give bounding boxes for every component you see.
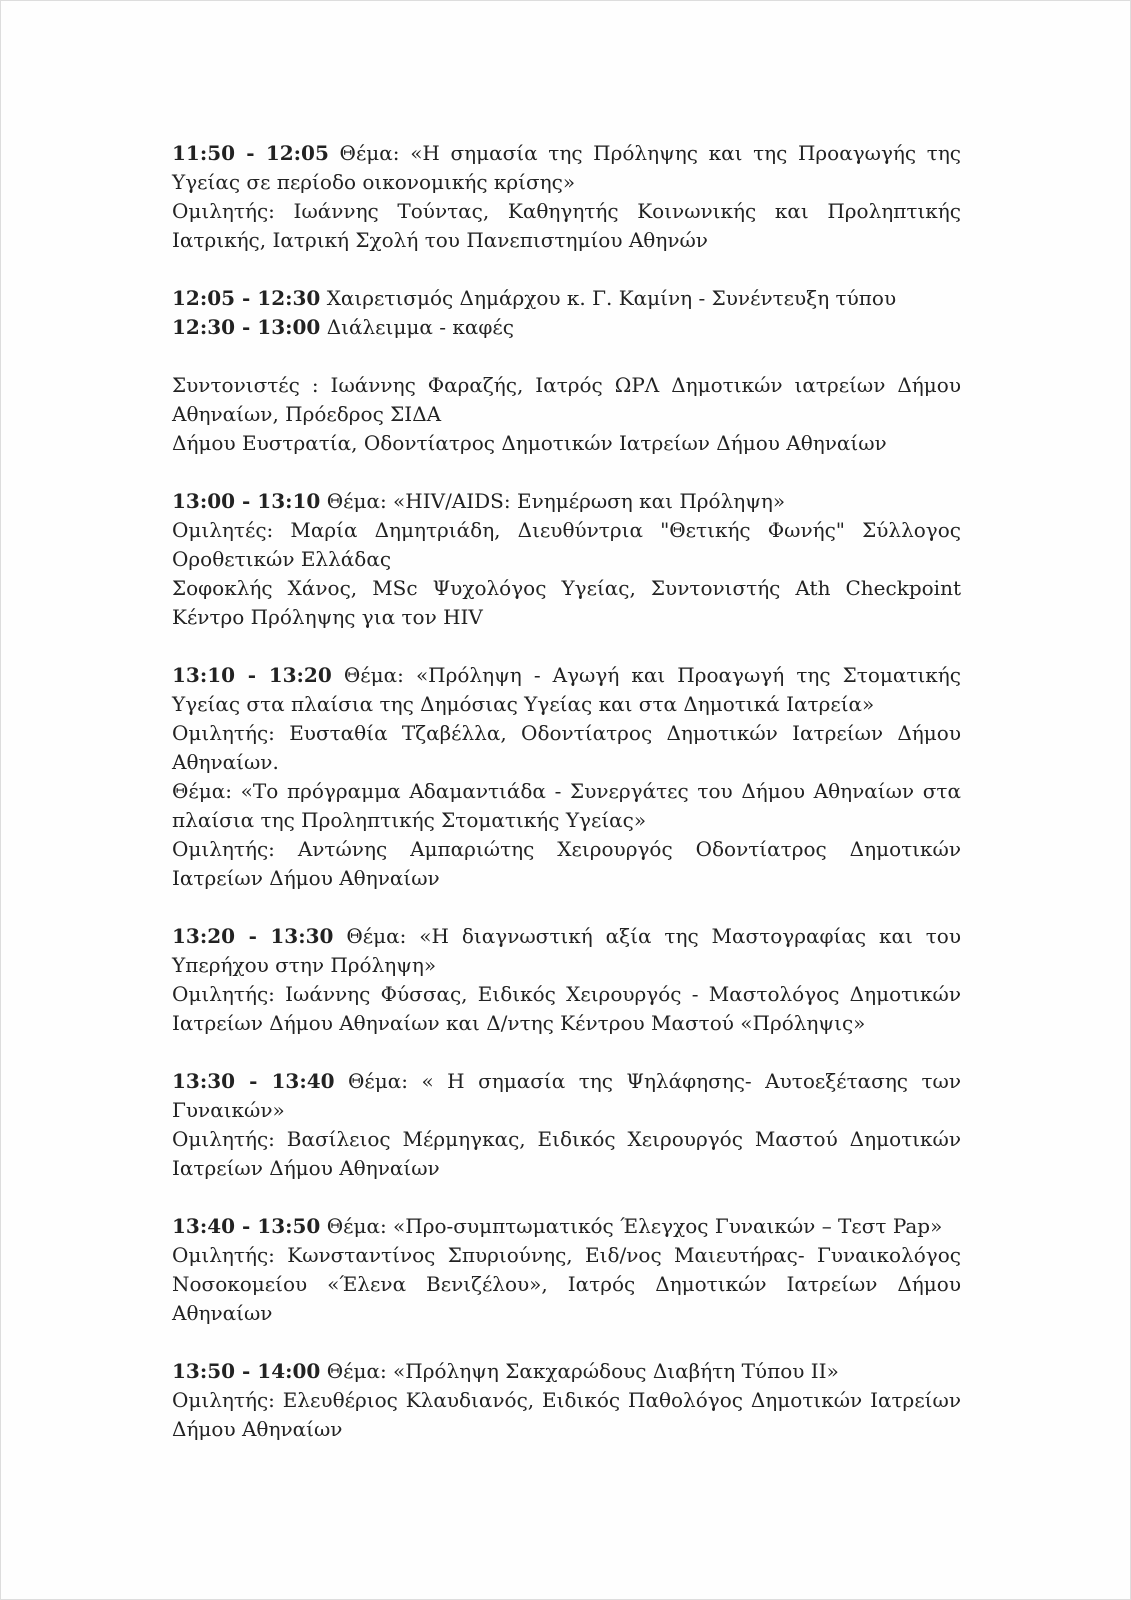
session-speaker: Ομιλητής: Ιωάννης Φύσσας, Ειδικός Χειρουργός - Μαστολόγος Δημοτικών Ιατρείων Δήμου Αθηναίων και Δ/ντης Κέντρου Μαστού «Πρόληψις» [172, 982, 961, 1035]
session-time: 13:10 - 13:20 [172, 663, 332, 687]
break-line [172, 313, 961, 342]
greetings-line [172, 284, 961, 313]
session-speaker: Ομιλητής: Αντώνης Αμπαριώτης Χειρουργός Οδοντίατρος Δημοτικών Ιατρείων Δήμου Αθηναίων [172, 837, 961, 890]
break-text: Διάλειμμα - καφές [326, 315, 514, 339]
session-title: Θέμα: «Πρόληψη Σακχαρώδους Διαβήτη Τύπου ΙΙ» [326, 1359, 839, 1383]
session-title: Θέμα: «Η σημασία της Πρόληψης και της Προαγωγής της Υγείας σε περίοδο οικονομικής κρίσης» [172, 141, 961, 194]
session-time: 12:30 - 13:00 [172, 315, 321, 339]
session-time: 13:40 - 13:50 [172, 1214, 321, 1238]
session-speaker: Σοφοκλής Χάνος, MSc Ψυχολόγος Υγείας, Συντονιστής Ath Checkpoint Κέντρο Πρόληψης για τον HIV [172, 576, 961, 629]
session-speaker: Ομιλητής: Ιωάννης Τούντας, Καθηγητής Κοινωνικής και Προληπτικής Ιατρικής, Ιατρική Σχολή του Πανεπιστημίου Αθηνών [172, 199, 961, 252]
session-1320 [172, 922, 961, 1038]
program-schedule [172, 139, 961, 1473]
session-1330 [172, 1067, 961, 1183]
session-speaker: Ομιλητής: Κωνσταντίνος Σπυριούνης, Ειδ/νος Μαιευτήρας- Γυναικολόγος Νοσοκομείου «Έλενα Βενιζέλου», Ιατρός Δημοτικών Ιατρείων Δήμου Αθηναίων [172, 1243, 961, 1325]
coordinators-line-2: Δήμου Ευστρατία, Οδοντίατρος Δημοτικών Ιατρείων Δήμου Αθηναίων [172, 431, 887, 455]
greetings-text: Χαιρετισμός Δημάρχου κ. Γ. Καμίνη - Συνέντευξη τύπου [326, 286, 897, 310]
session-heading [172, 661, 961, 719]
session-heading [172, 1357, 961, 1386]
session-1340 [172, 1212, 961, 1328]
session-speaker: Ομιλητής: Βασίλειος Μέρμηγκας, Ειδικός Χειρουργός Μαστού Δημοτικών Ιατρείων Δήμου Αθηναίων [172, 1127, 961, 1180]
session-time: 13:20 - 13:30 [172, 924, 334, 948]
session-speaker: Ομιλητές: Μαρία Δημητριάδη, Διευθύντρια "Θετικής Φωνής" Σύλλογος Οροθετικών Ελλάδας [172, 518, 961, 571]
session-subtitle: Θέμα: «Το πρόγραμμα Αδαμαντιάδα - Συνεργάτες του Δήμου Αθηναίων στα πλαίσια της Προληπτικής Στοματικής Υγείας» [172, 779, 961, 832]
session-heading [172, 487, 961, 516]
greetings-and-break [172, 284, 961, 342]
session-speaker: Ομιλητής: Ευσταθία Τζαβέλλα, Οδοντίατρος Δημοτικών Ιατρείων Δήμου Αθηναίων. [172, 721, 961, 774]
session-time: 13:30 - 13:40 [172, 1069, 335, 1093]
session-title: Θέμα: «Προ-συμπτωματικός Έλεγχος Γυναικών – Τεστ Pap» [326, 1214, 943, 1238]
session-time: 11:50 - 12:05 [172, 141, 329, 165]
session-1310 [172, 661, 961, 893]
session-heading [172, 922, 961, 980]
session-time: 13:50 - 14:00 [172, 1359, 321, 1383]
session-heading [172, 1212, 961, 1241]
session-time: 13:00 - 13:10 [172, 489, 321, 513]
session-title: Θέμα: «Η διαγνωστική αξία της Μαστογραφίας και του Υπερήχου στην Πρόληψη» [172, 924, 962, 977]
session-1150 [172, 139, 961, 255]
session-speaker: Ομιλητής: Ελευθέριος Κλαυδιανός, Ειδικός Παθολόγος Δημοτικών Ιατρείων Δήμου Αθηναίων [172, 1388, 961, 1441]
session-title: Θέμα: «Πρόληψη - Αγωγή και Προαγωγή της Στοματικής Υγείας στα πλαίσια της Δημόσιας Υγείας και στα Δημοτικά Ιατρεία» [172, 663, 961, 716]
session-title: Θέμα: «HIV/AIDS: Ενημέρωση και Πρόληψη» [326, 489, 786, 513]
session-1300 [172, 487, 961, 632]
session-title: Θέμα: « Η σημασία της Ψηλάφησης- Αυτοεξέτασης των Γυναικών» [172, 1069, 962, 1122]
session-heading [172, 139, 961, 197]
coordinators [172, 371, 961, 458]
session-1350 [172, 1357, 961, 1444]
session-time: 12:05 - 12:30 [172, 286, 321, 310]
session-heading [172, 1067, 961, 1125]
coordinators-line-1: Συντονιστές : Ιωάννης Φαραζής, Ιατρός ΩΡΛ Δημοτικών ιατρείων Δήμου Αθηναίων, Πρόεδρος ΣΙΔΑ [172, 373, 961, 426]
